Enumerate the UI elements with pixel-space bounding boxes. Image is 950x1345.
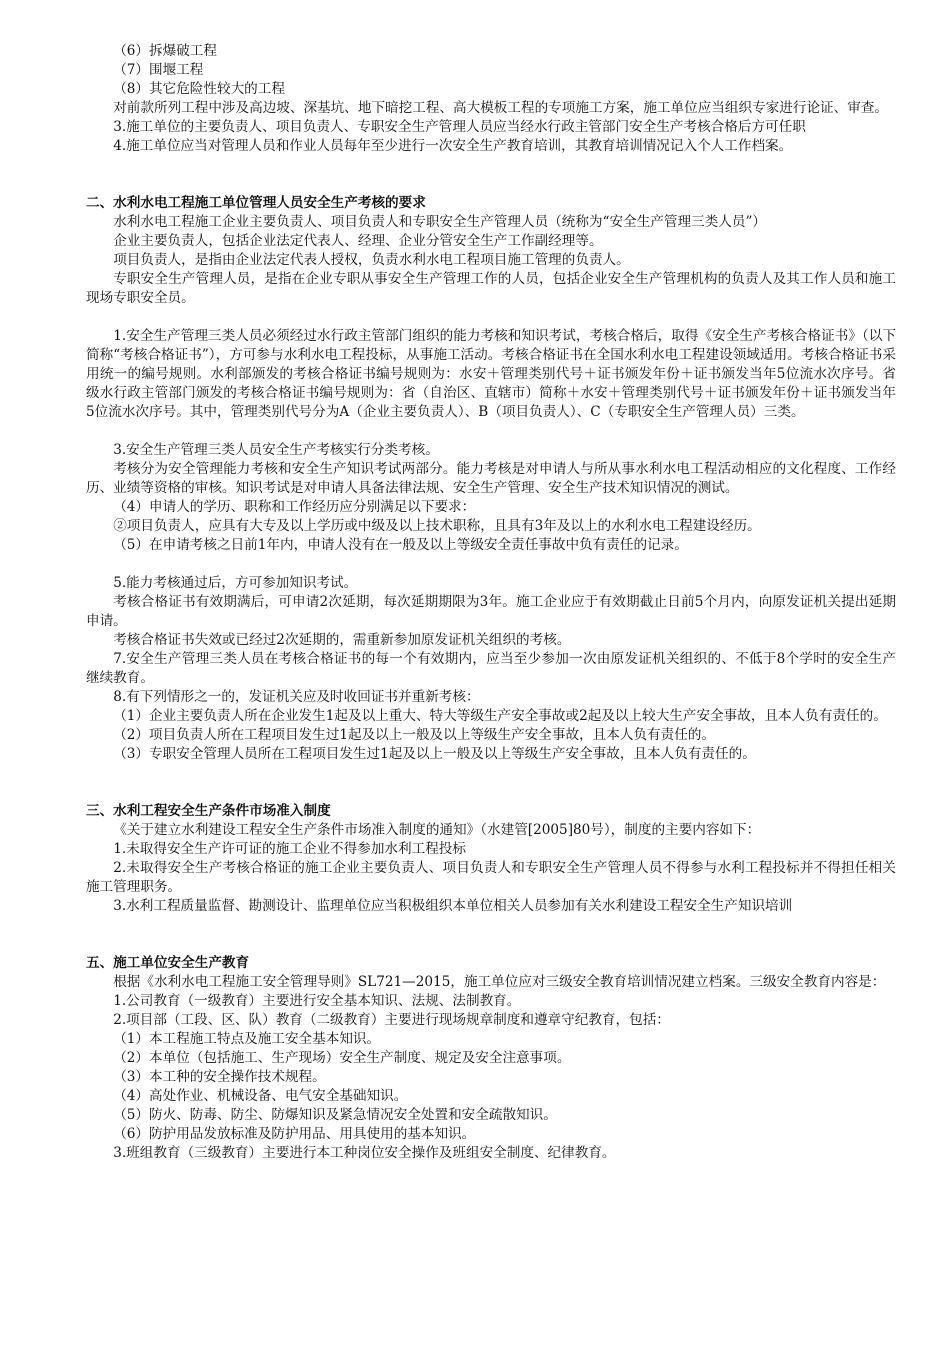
- paragraph: 考核合格证书有效期满后，可申请2次延期，每次延期期限为3年。施工企业应于有效期截止日前5个月内，向原发证机关提出延期申请。: [86, 594, 896, 629]
- paragraph: （5）在申请考核之日前1年内，申请人没有在一般及以上等级安全责任事故中负有责任的记录。: [113, 537, 688, 553]
- paragraph: 2.项目部（工段、区、队）教育（二级教育）主要进行现场规章制度和遵章守纪教育，包括：: [113, 1012, 670, 1028]
- paragraph: 对前款所列工程中涉及高边坡、深基坑、地下暗挖工程、高大模板工程的专项施工方案，施工单位应当组织专家进行论证、审查。: [113, 100, 889, 116]
- paragraph: （2）本单位（包括施工、生产现场）安全生产制度、规定及安全注意事项。: [113, 1050, 571, 1066]
- paragraph: （3）本工种的安全操作技术规程。: [113, 1069, 326, 1085]
- paragraph: 1.公司教育（一级教育）主要进行安全基本知识、法规、法制教育。: [113, 993, 521, 1009]
- paragraph: （6）拆爆破工程: [113, 43, 217, 59]
- paragraph: 水利水电工程施工企业主要负责人、项目负责人和专职安全生产管理人员（统称为“安全生产管理三类人员”）: [113, 214, 766, 230]
- paragraph: （6）防护用品发放标准及防护用品、用具使用的基本知识。: [113, 1126, 476, 1142]
- paragraph: （5）防火、防毒、防尘、防爆知识及紧急情况安全处置和安全疏散知识。: [113, 1107, 557, 1123]
- paragraph: 5.能力考核通过后，方可参加知识考试。: [113, 575, 358, 591]
- paragraph: 企业主要负责人，包括企业法定代表人、经理、企业分管安全生产工作副经理等。: [113, 233, 603, 249]
- paragraph: （2）项目负责人所在工程项目发生过1起及以上一般及以上等级生产安全事故，且本人负有责任的。: [113, 727, 716, 743]
- paragraph: （4）高处作业、机械设备、电气安全基础知识。: [113, 1088, 408, 1104]
- section-heading: 二、水利水电工程施工单位管理人员安全生产考核的要求: [86, 195, 426, 211]
- paragraph: 3.班组教育（三级教育）主要进行本工种岗位安全操作及班组安全制度、纪律教育。: [113, 1145, 616, 1161]
- paragraph: 8.有下列情形之一的，发证机关应及时收回证书并重新考核：: [113, 689, 480, 705]
- paragraph: 《关于建立水利建设工程安全生产条件市场准入制度的通知》（水建管[2005]80号），制度的主要内容如下：: [113, 822, 761, 838]
- paragraph: （1）本工程施工特点及施工安全基本知识。: [113, 1031, 381, 1047]
- paragraph: 专职安全生产管理人员，是指在企业专职从事安全生产管理工作的人员，包括企业安全生产管理机构的负责人及其工作人员和施工现场专职安全员。: [86, 271, 896, 306]
- paragraph: （3）专职安全管理人员所在工程项目发生过1起及以上一般及以上等级生产安全事故，且本人负有责任的。: [113, 746, 756, 762]
- paragraph: 3.水利工程质量监督、勘测设计、监理单位应当积极组织本单位相关人员参加有关水利建设工程安全生产知识培训: [113, 898, 793, 914]
- paragraph: 3.施工单位的主要负责人、项目负责人、专职安全生产管理人员应当经水行政主管部门安全生产考核合格后方可任职: [113, 119, 806, 135]
- section-heading: 三、水利工程安全生产条件市场准入制度: [86, 803, 331, 819]
- paragraph: 7.安全生产管理三类人员在考核合格证书的每一个有效期内，应当至少参加一次由原发证机关组织的、不低于8个学时的安全生产继续教育。: [86, 651, 896, 686]
- paragraph: 2.未取得安全生产考核合格证的施工企业主要负责人、项目负责人和专职安全生产管理人员不得参与水利工程投标并不得担任相关施工管理职务。: [86, 860, 896, 895]
- paragraph: 项目负责人，是指由企业法定代表人授权，负责水利水电工程项目施工管理的负责人。: [113, 252, 630, 268]
- paragraph: 1.未取得安全生产许可证的施工企业不得参加水利工程投标: [113, 841, 466, 857]
- paragraph: （7）围堰工程: [113, 62, 204, 78]
- paragraph: 考核合格证书失效或已经过2次延期的，需重新参加原发证机关组织的考核。: [113, 632, 571, 648]
- paragraph: 4.施工单位应当对管理人员和作业人员每年至少进行一次安全生产教育培训，其教育培训情况记入个人工作档案。: [113, 138, 793, 154]
- section-heading: 五、施工单位安全生产教育: [86, 955, 250, 971]
- paragraph: （1）企业主要负责人所在企业发生1起及以上重大、特大等级生产安全事故或2起及以上较大生产安全事故，且本人负有责任的。: [113, 708, 887, 724]
- paragraph: 1.安全生产管理三类人员必须经过水行政主管部门组织的能力考核和知识考试，考核合格后，取得《安全生产考核合格证书》（以下简称“考核合格证书”），方可参与水利水电工程投标，从事施工活动。考核合格证书在全国水利水电工程建设领域适用。考核合格证书采用统一的编号规则。水利部颁发的考核合格证书编号规则为：水安＋管理类别代号＋证书颁发年份＋证书颁发当年5位流水次序号。省级水行政主管部门颁发的考核合格证书编号规则为：省（自治区、直辖市）简称＋水安＋管理类别代号＋证书颁发年份＋证书颁发当年5位流水次序号。其中，管理类别代号分为A（企业主要负责人）、B（项目负责人）、C（专职安全生产管理人员）三类。: [86, 328, 896, 420]
- paragraph: （8）其它危险性较大的工程: [113, 81, 285, 97]
- paragraph: ②项目负责人，应具有大专及以上学历或中级及以上技术职称，且具有3年及以上的水利水电工程建设经历。: [113, 518, 761, 534]
- paragraph: 考核分为安全管理能力考核和安全生产知识考试两部分。能力考核是对申请人与所从事水利水电工程活动相应的文化程度、工作经历、业绩等资格的审核。知识考试是对申请人具备法律法规、安全生产管理、安全生产技术知识情况的测试。: [86, 461, 896, 496]
- paragraph: 根据《水利水电工程施工安全管理导则》SL721—2015，施工单位应对三级安全教育培训情况建立档案。三级安全教育内容是：: [113, 974, 886, 990]
- paragraph: （4）申请人的学历、职称和工作经历应分别满足以下要求：: [113, 499, 476, 515]
- document-page: [86, 42, 896, 1163]
- paragraph: 3.安全生产管理三类人员安全生产考核实行分类考核。: [113, 442, 439, 458]
